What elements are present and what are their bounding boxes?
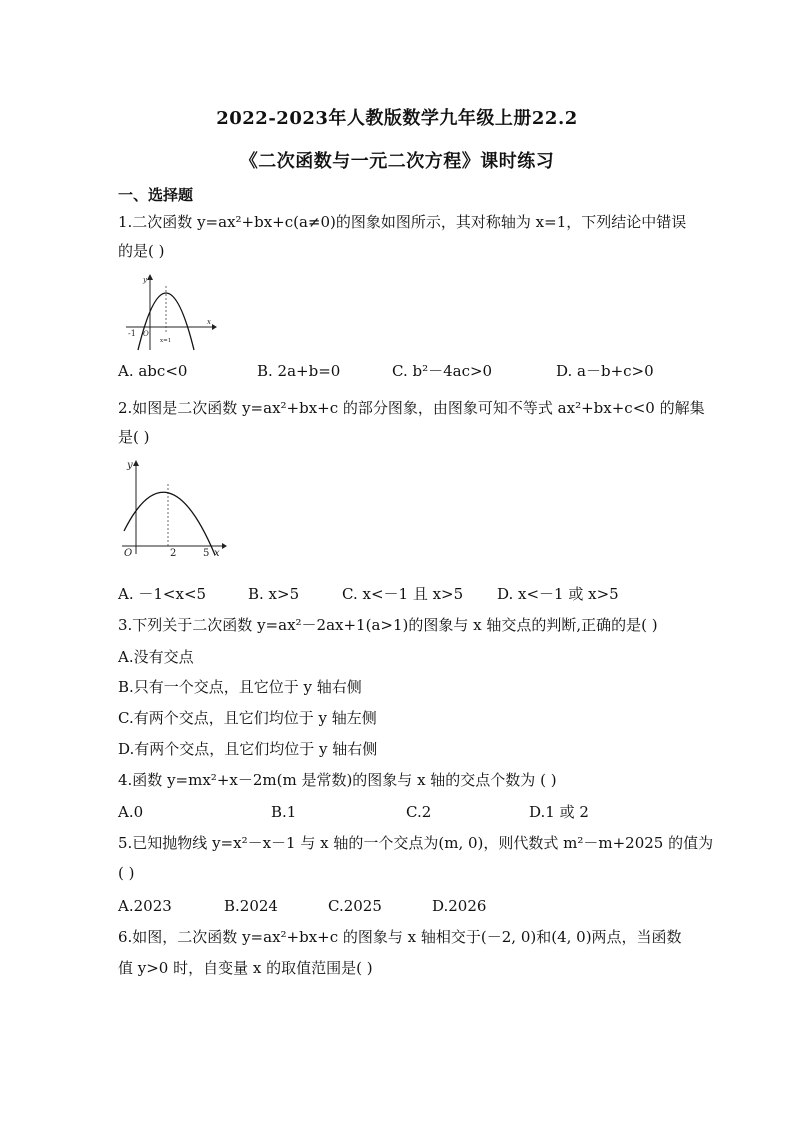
q4-option-c: C.2 (406, 803, 432, 821)
q1-label-x: x (207, 318, 211, 326)
q2-text-line1: 2.如图是二次函数 y=ax²+bx+c 的部分图象，由图象可知不等式 ax²+bx+c<0 的解集 (118, 399, 705, 417)
q1-label-axis: x=1 (160, 338, 172, 344)
q4-option-d: D.1 或 2 (529, 803, 589, 821)
q4-text-line1: 4.函数 y=mx²+x－2m(m 是常数)的图象与 x 轴的交点个数为 ( ) (118, 771, 557, 789)
q3-text-line1: 3.下列关于二次函数 y=ax²－2ax+1(a>1)的图象与 x 轴交点的判断,正确的是( ) (118, 616, 658, 634)
q4-option-b: B.1 (271, 803, 297, 821)
q1-label-y: y (143, 276, 147, 284)
q1-option-b: B. 2a+b=0 (257, 362, 341, 380)
q2-text-line2: 是( ) (118, 428, 150, 446)
q1-option-c: C. b²－4ac>0 (392, 362, 493, 380)
q3-option-b: B.只有一个交点，且它位于 y 轴右侧 (118, 678, 362, 696)
q1-label-origin: O (143, 330, 149, 338)
q5-text-line2: ( ) (118, 864, 135, 882)
q6-text-line2: 值 y>0 时，自变量 x 的取值范围是( ) (118, 959, 373, 977)
title-line-1: 2022-2023年人教版数学九年级上册22.2 (216, 108, 578, 129)
q1-option-d: D. a－b+c>0 (556, 362, 654, 380)
q5-option-a: A.2023 (118, 897, 172, 915)
q4-option-a: A.0 (118, 803, 144, 821)
q3-option-c: C.有两个交点，且它们均位于 y 轴左侧 (118, 709, 377, 727)
q2-option-a: A. －1<x<5 (118, 585, 207, 603)
q1-text-line1: 1.二次函数 y=ax²+bx+c(a≠0)的图象如图所示，其对称轴为 x=1，下列结论中错误 (118, 213, 687, 231)
q5-option-b: B.2024 (224, 897, 278, 915)
q1-graph-figure (122, 272, 217, 352)
q2-label-y: y (127, 460, 133, 471)
q2-label-x: x (214, 548, 220, 558)
title-line-2: 《二次函数与一元二次方程》课时练习 (239, 151, 555, 172)
q3-option-d: D.有两个交点，且它们均位于 y 轴右侧 (118, 740, 378, 758)
q1-text-line2: 的是( ) (118, 242, 165, 260)
q2-option-d: D. x<－1 或 x>5 (497, 585, 619, 603)
q5-text-line1: 5.已知抛物线 y=x²－x－1 与 x 轴的一个交点为(m, 0)，则代数式 m²－m+2025 的值为 (118, 834, 714, 852)
q2-y-arrow (133, 460, 139, 466)
q2-option-c: C. x<－1 且 x>5 (342, 585, 464, 603)
q2-option-b: B. x>5 (248, 585, 300, 603)
q2-x-arrow (222, 543, 227, 549)
q5-option-c: C.2025 (328, 897, 382, 915)
q2-graph-figure (118, 458, 228, 558)
q2-label-two: 2 (170, 548, 177, 558)
q6-text-line1: 6.如图，二次函数 y=ax²+bx+c 的图象与 x 轴相交于(－2, 0)和(4, 0)两点，当函数 (118, 928, 682, 946)
q1-option-a: A. abc<0 (118, 362, 188, 380)
q2-label-origin: O (124, 548, 133, 558)
q5-option-d: D.2026 (432, 897, 487, 915)
section-heading: 一、选择题 (118, 186, 194, 204)
q1-label-neg1: -1 (128, 329, 136, 338)
q3-option-a: A.没有交点 (118, 648, 194, 666)
q1-x-arrow (212, 324, 217, 330)
q2-label-five: 5 (203, 548, 210, 558)
q1-y-arrow (147, 274, 153, 280)
